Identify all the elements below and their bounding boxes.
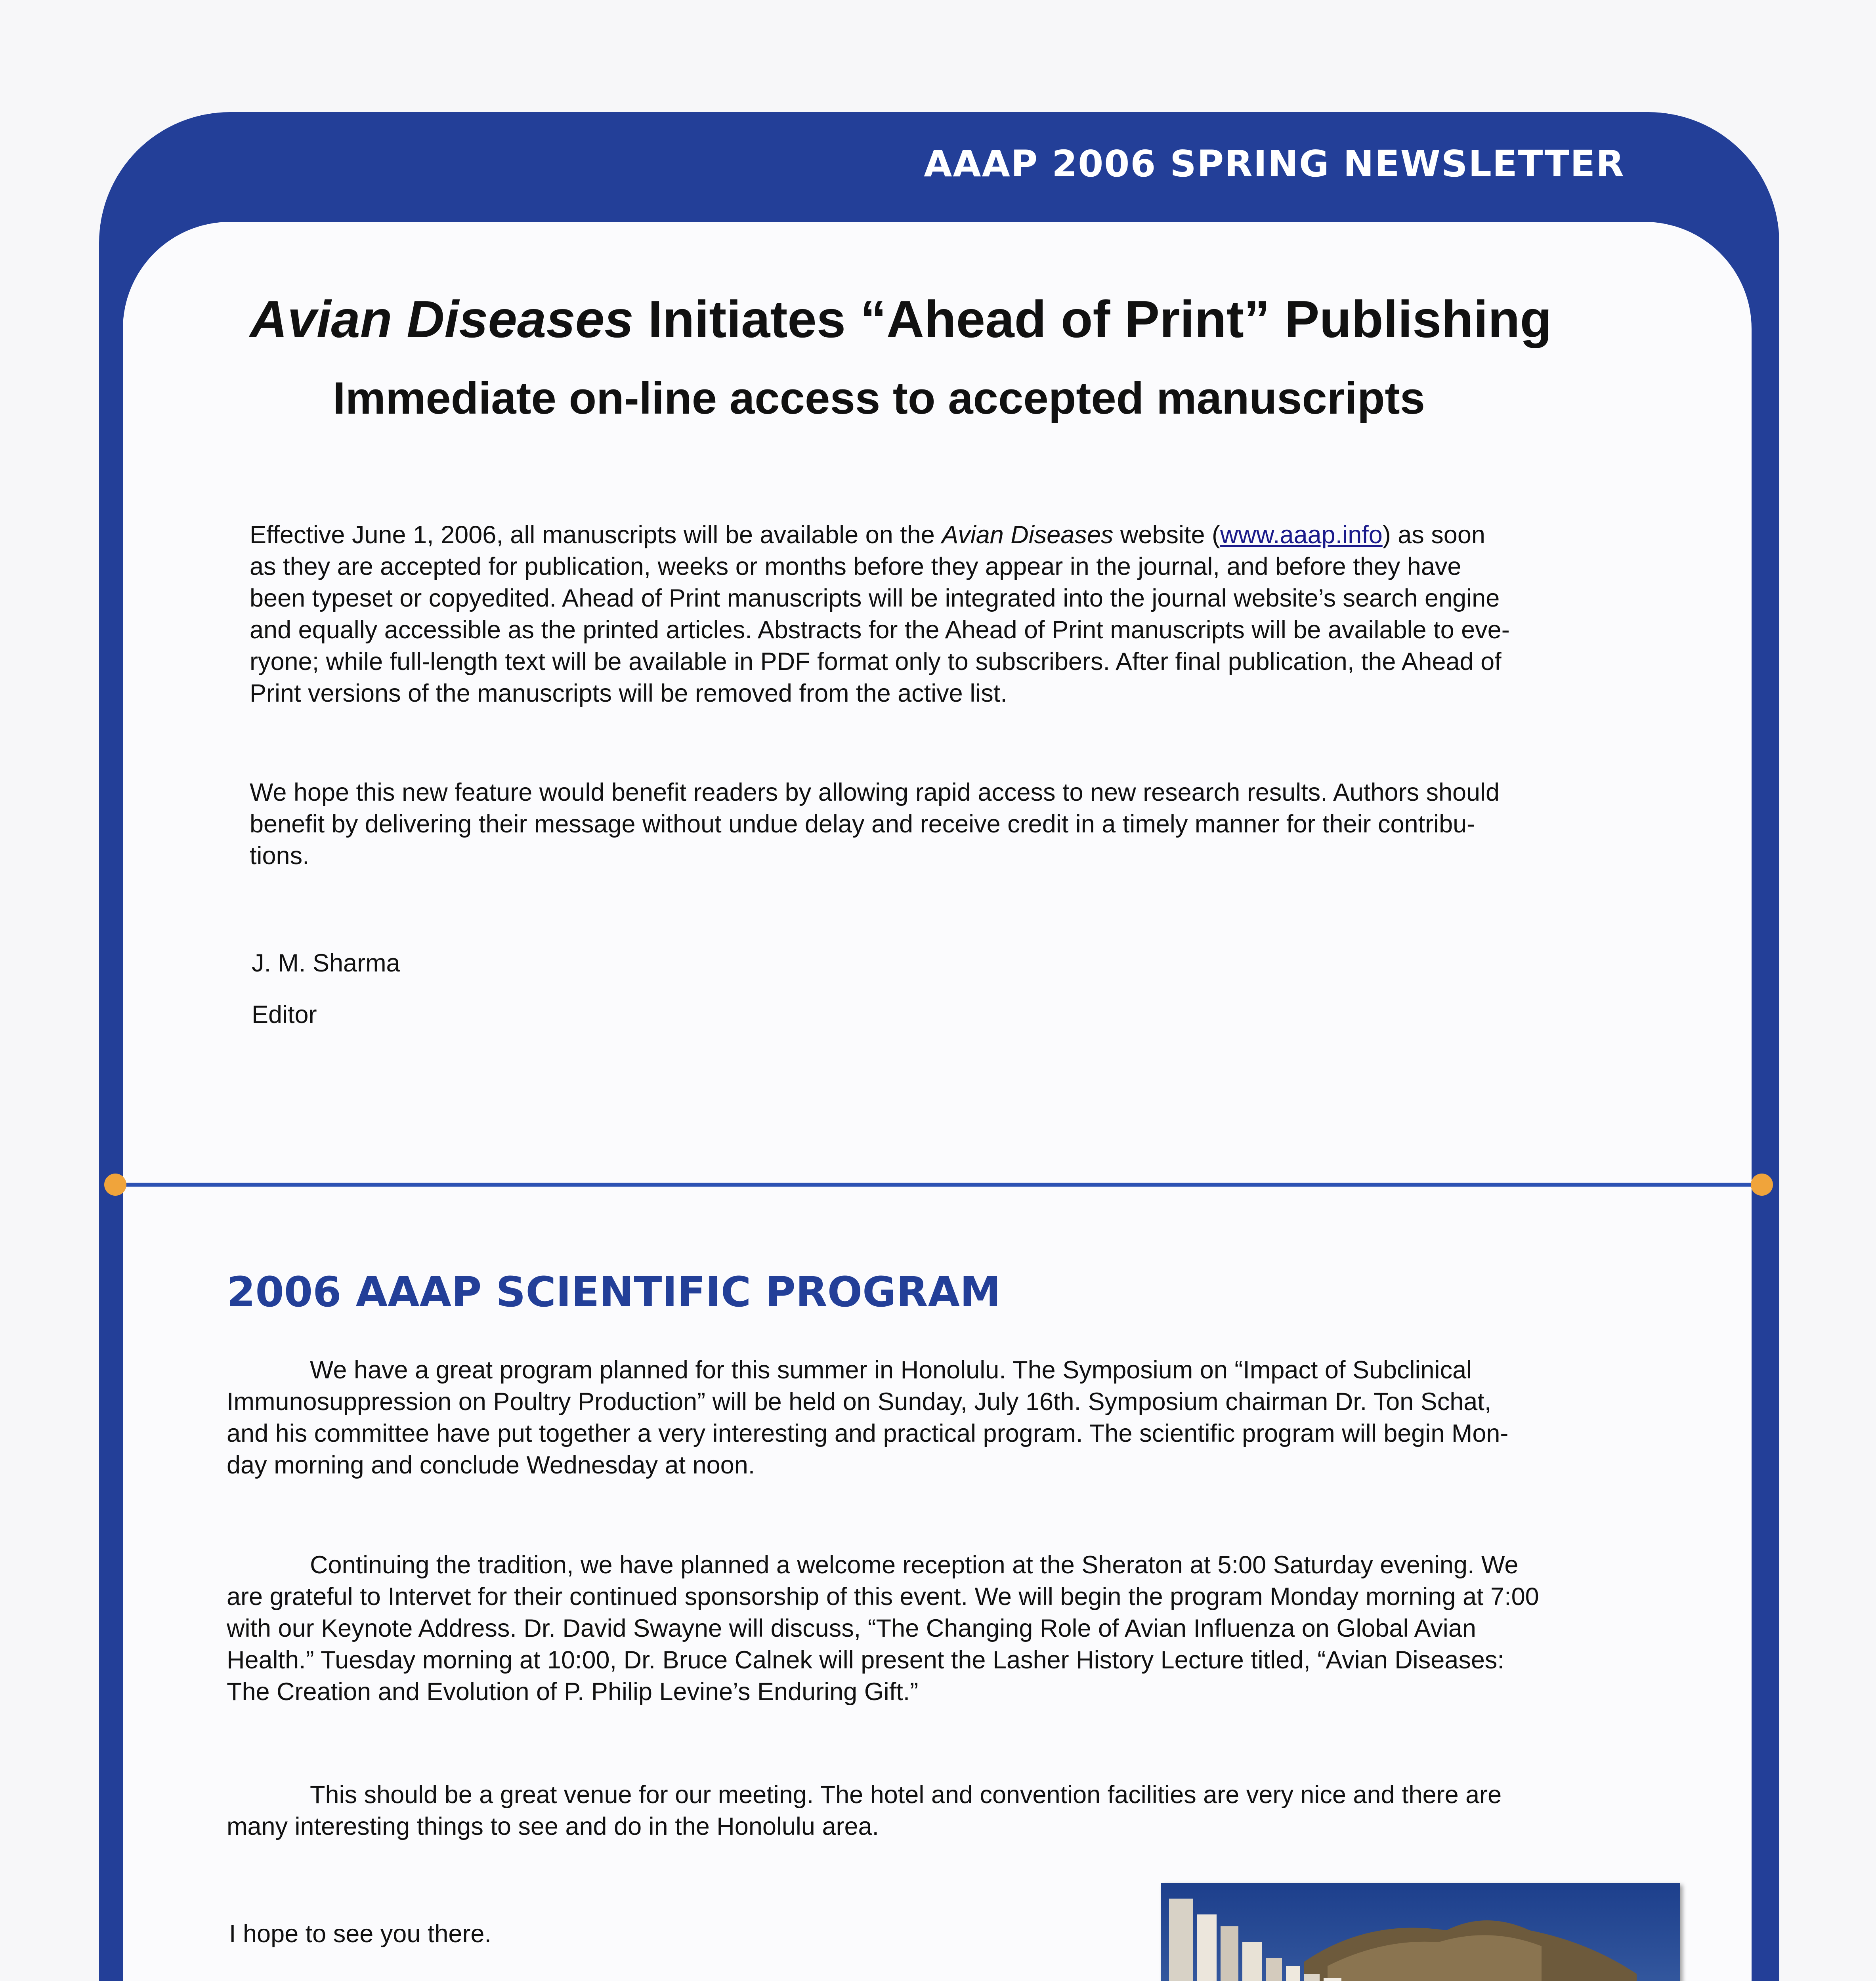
- section-divider: [115, 1183, 1765, 1187]
- text-line: and his committee have put together a very interesting and practical program. The scientific program will begin Mon-: [227, 1420, 1509, 1447]
- text-line: Print versions of the manuscripts will be removed from the active list.: [250, 679, 1007, 707]
- editor-role: Editor: [252, 1001, 317, 1029]
- honolulu-photo-image: [1161, 1883, 1680, 1981]
- article2-paragraph-2: [227, 1549, 1539, 1708]
- text-line: been typeset or copyedited. Ahead of Print manuscripts will be integrated into the journal website’s search engine: [250, 584, 1500, 612]
- text-line: many interesting things to see and do in the Honolulu area.: [227, 1813, 879, 1840]
- text-line: Immunosuppression on Poultry Production” will be held on Sunday, July 16th. Symposium chairman Dr. Ton Schat,: [227, 1388, 1492, 1416]
- article-title: [250, 289, 1656, 349]
- text-line: with our Keynote Address. Dr. David Swayne will discuss, “The Changing Role of Avian Influenza on Global Avian: [227, 1615, 1476, 1642]
- article-subtitle: Immediate on-line access to accepted manuscripts: [333, 373, 1425, 424]
- text-line: benefit by delivering their message without undue delay and receive credit in a timely manner for their contribu-: [250, 810, 1475, 838]
- article2-paragraph-1: [227, 1354, 1508, 1481]
- text-line: and equally accessible as the printed articles. Abstracts for the Ahead of Print manuscripts will be available to eve-: [250, 616, 1510, 644]
- text-line: The Creation and Evolution of P. Philip Levine’s Enduring Gift.”: [227, 1678, 919, 1706]
- text-line: This should be a great venue for our meeting. The hotel and convention facilities are very nice and there are: [227, 1781, 1502, 1809]
- editor-name: J. M. Sharma: [252, 949, 400, 977]
- article2-paragraph-3: [227, 1779, 1502, 1842]
- article1-paragraph-2: [250, 777, 1500, 872]
- text-line: Health.” Tuesday morning at 10:00, Dr. Bruce Calnek will present the Lasher History Lecture titled, “Avian Diseases:: [227, 1646, 1504, 1674]
- section-title: 2006 AAAP SCIENTIFIC PROGRAM: [227, 1268, 1001, 1316]
- text-line: Continuing the tradition, we have planned a welcome reception at the Sheraton at 5:00 Saturday evening. We: [227, 1551, 1519, 1579]
- text-line: tions.: [250, 842, 309, 870]
- article1-paragraph-1: [250, 519, 1510, 709]
- text-line: ryone; while full-length text will be available in PDF format only to subscribers. After final publication, the Ahead of: [250, 648, 1502, 676]
- website-link[interactable]: www.aaap.info: [1220, 521, 1383, 549]
- closing-line: I hope to see you there.: [229, 1920, 491, 1948]
- newsletter-header-title: AAAP 2006 SPRING NEWSLETTER: [924, 143, 1625, 185]
- text-line: day morning and conclude Wednesday at noon.: [227, 1451, 755, 1479]
- divider-dot-right: [1751, 1174, 1773, 1196]
- divider-dot-left: [104, 1174, 126, 1196]
- honolulu-photo: [1161, 1883, 1680, 1981]
- article-title-rest: Initiates “Ahead of Print” Publishing: [633, 290, 1552, 348]
- content-panel: [123, 222, 1752, 1981]
- text-line: as they are accepted for publication, weeks or months before they appear in the journal, and before they have: [250, 553, 1461, 580]
- text-line: are grateful to Intervet for their continued sponsorship of this event. We will begin the program Monday morning at 7:00: [227, 1583, 1539, 1611]
- text-line: We hope this new feature would benefit readers by allowing rapid access to new research results. Authors should: [250, 779, 1500, 806]
- text-line: Effective June 1, 2006, all manuscripts will be available on the Avian Diseases website (www.aaap.info) as soon: [250, 521, 1485, 549]
- text-line: We have a great program planned for this summer in Honolulu. The Symposium on “Impact of Subclinical: [227, 1356, 1472, 1384]
- journal-name: Avian Diseases: [250, 290, 634, 348]
